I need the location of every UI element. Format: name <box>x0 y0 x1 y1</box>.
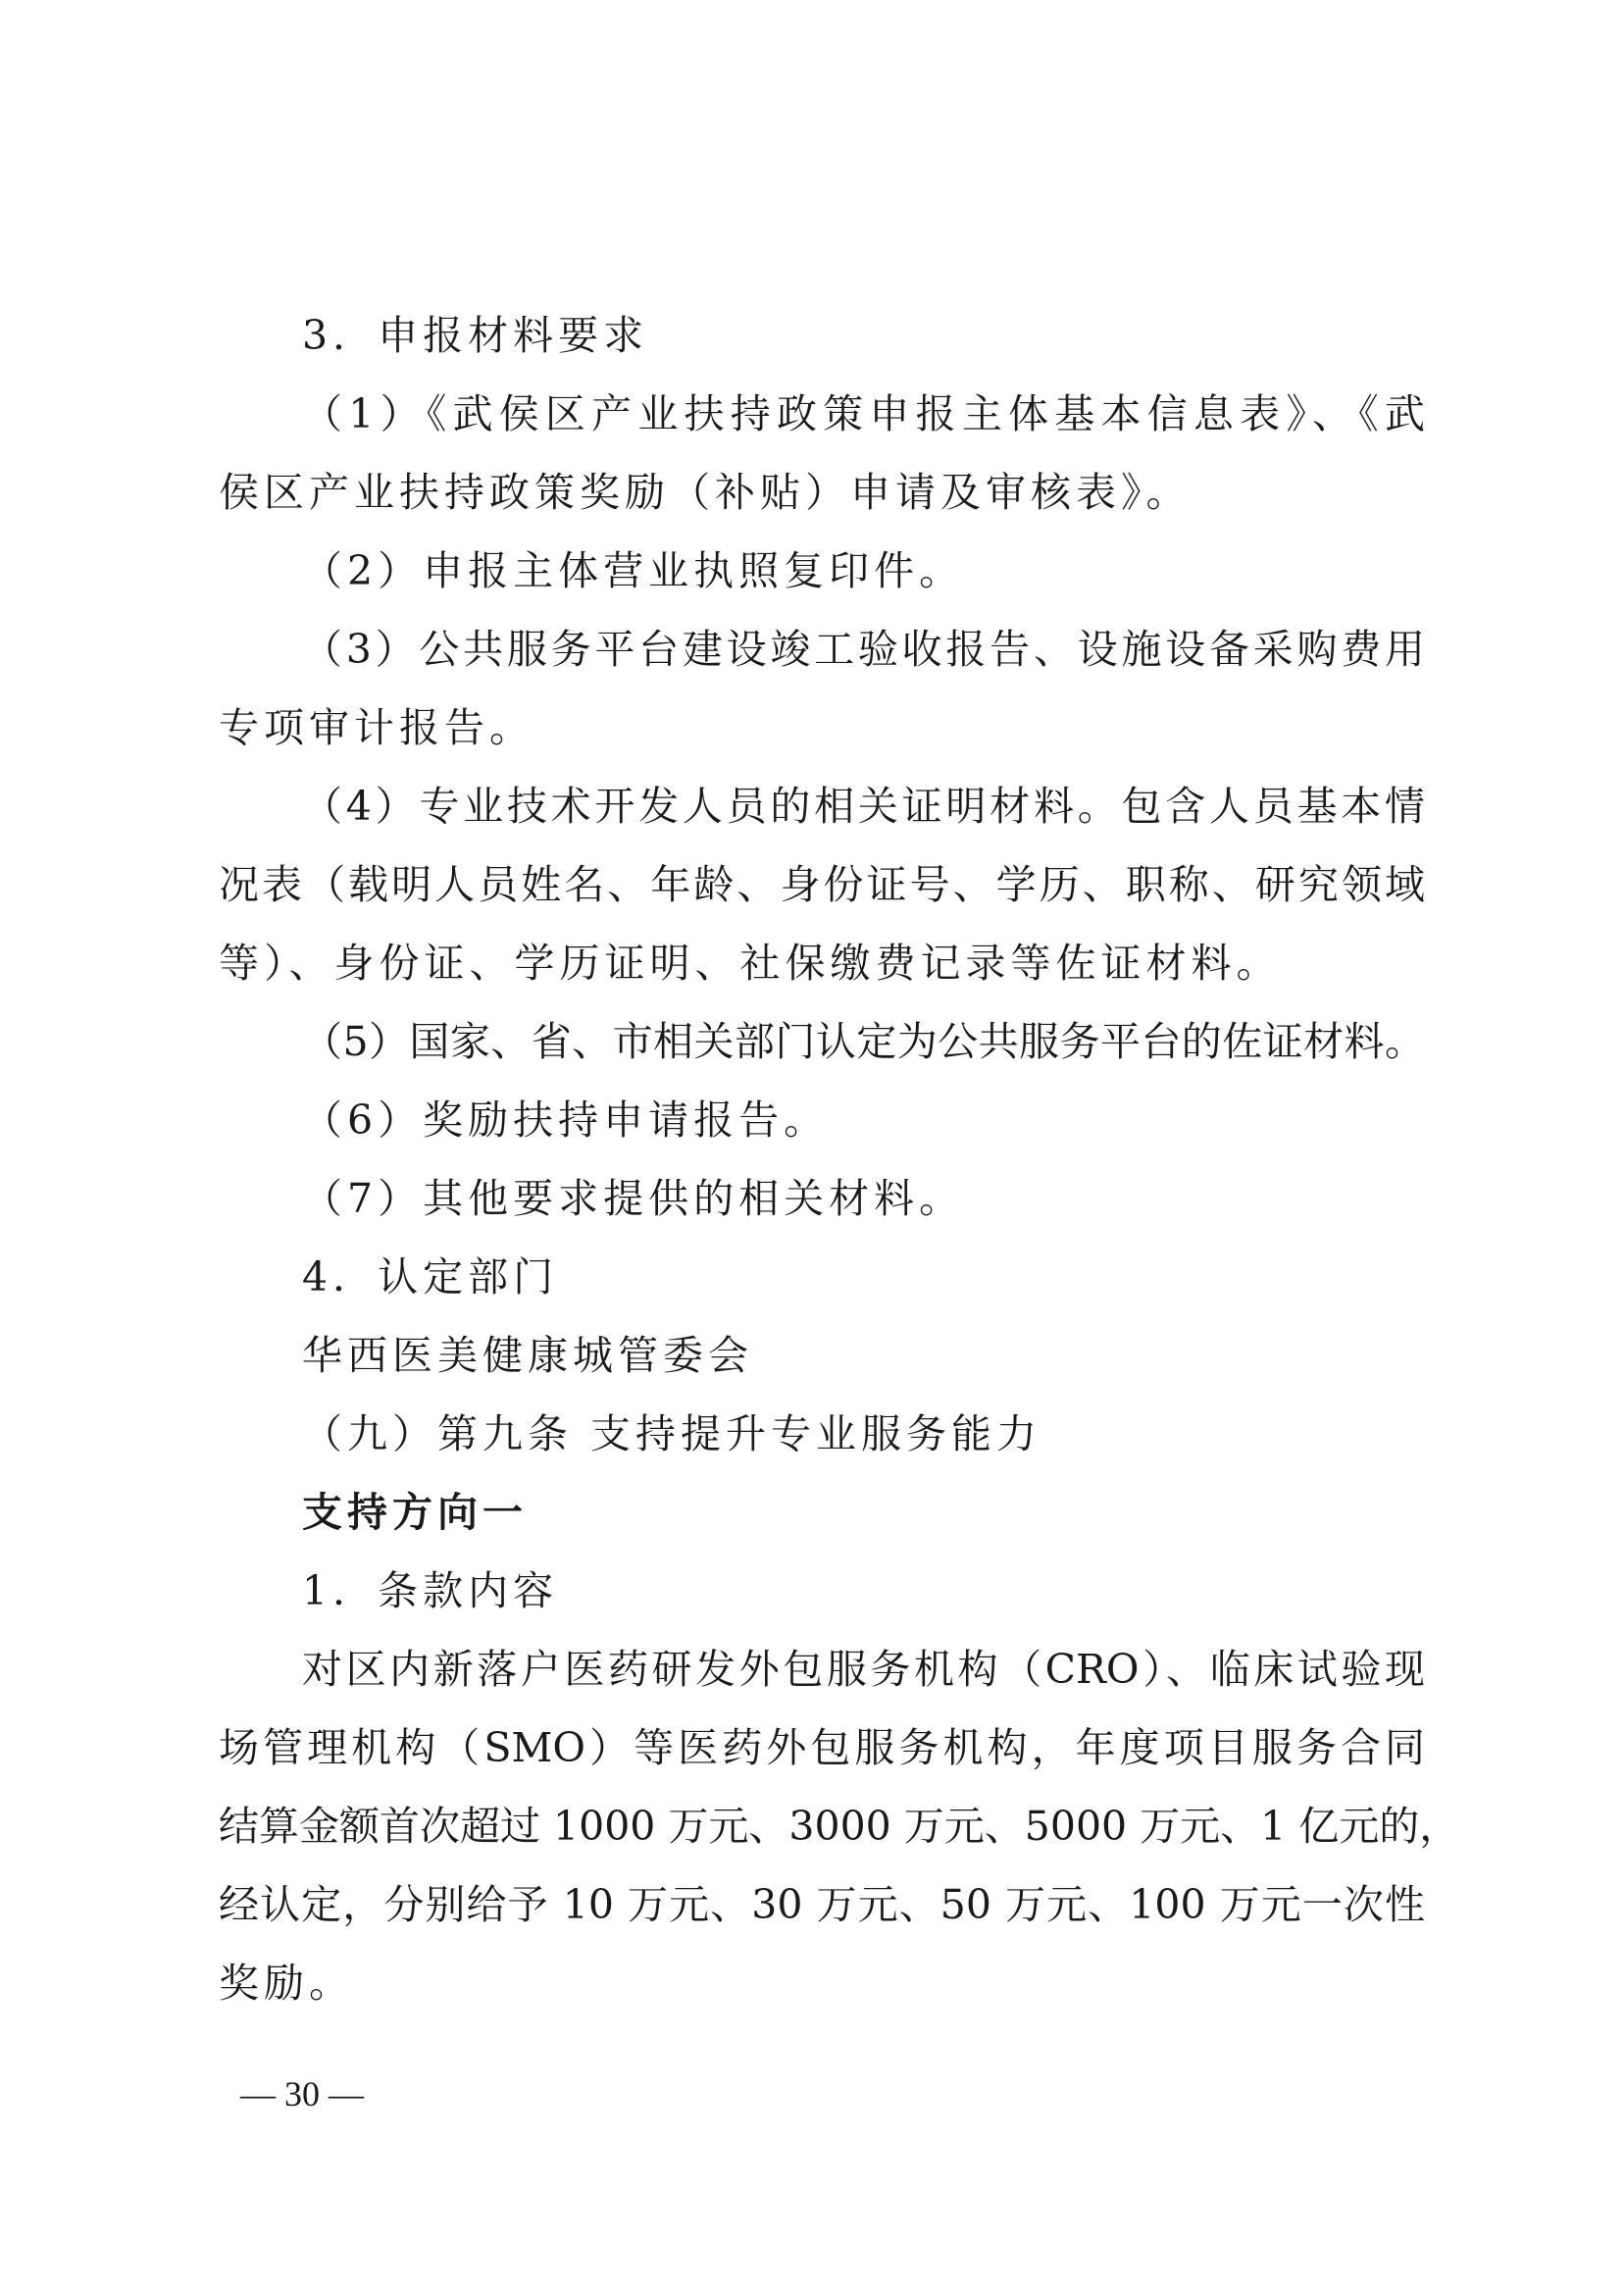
paragraph-line: （5）国家、省、市相关部门认定为公共服务平台的佐证材料。 <box>302 1018 1425 1065</box>
paragraph-line: 专项审计报告。 <box>219 704 534 751</box>
paragraph-line: 华西医美健康城管委会 <box>302 1332 753 1379</box>
paragraph-line: 侯区产业扶持政策奖励（补贴）申请及审核表》。 <box>219 469 1192 516</box>
paragraph-line: （1）《武侯区产业扶持政策申报主体基本信息表》、《武 <box>302 390 1425 437</box>
paragraph-line: 经认定，分别给予 10 万元、30 万元、50 万元、100 万元一次性 <box>219 1881 1425 1928</box>
paragraph-line: （3）公共服务平台建设竣工验收报告、设施设备采购费用 <box>302 626 1425 673</box>
paragraph-line: （6）奖励扶持申请报告。 <box>302 1096 830 1144</box>
heading-clause-content: 1．条款内容 <box>302 1567 559 1614</box>
paragraph-line: 场管理机构（SMO）等医药外包服务机构，年度项目服务合同 <box>219 1724 1425 1771</box>
article-heading: （九）第九条 支持提升专业服务能力 <box>302 1410 1042 1457</box>
paragraph-line: 奖励。 <box>219 1960 354 2007</box>
paragraph-line: （4）专业技术开发人员的相关证明材料。包含人员基本情 <box>302 783 1425 830</box>
page-number: — 30 — <box>240 2074 364 2114</box>
heading-department: 4．认定部门 <box>302 1253 559 1300</box>
section-heading: 支持方向一 <box>302 1489 528 1536</box>
heading-materials: 3．申报材料要求 <box>302 312 649 359</box>
paragraph-line: 结算金额首次超过 1000 万元、3000 万元、5000 万元、1 亿元的， <box>219 1803 1460 1850</box>
paragraph-line: 对区内新落户医药研发外包服务机构（CRO）、临床试验现 <box>302 1646 1425 1693</box>
paragraph-line: 况表（载明人员姓名、年龄、身份证号、学历、职称、研究领域 <box>219 861 1425 908</box>
paragraph-line: （2）申报主体营业执照复印件。 <box>302 547 965 594</box>
paragraph-line: （7）其他要求提供的相关材料。 <box>302 1175 965 1222</box>
paragraph-line: 等）、身份证、学历证明、社保缴费记录等佐证材料。 <box>219 940 1282 987</box>
